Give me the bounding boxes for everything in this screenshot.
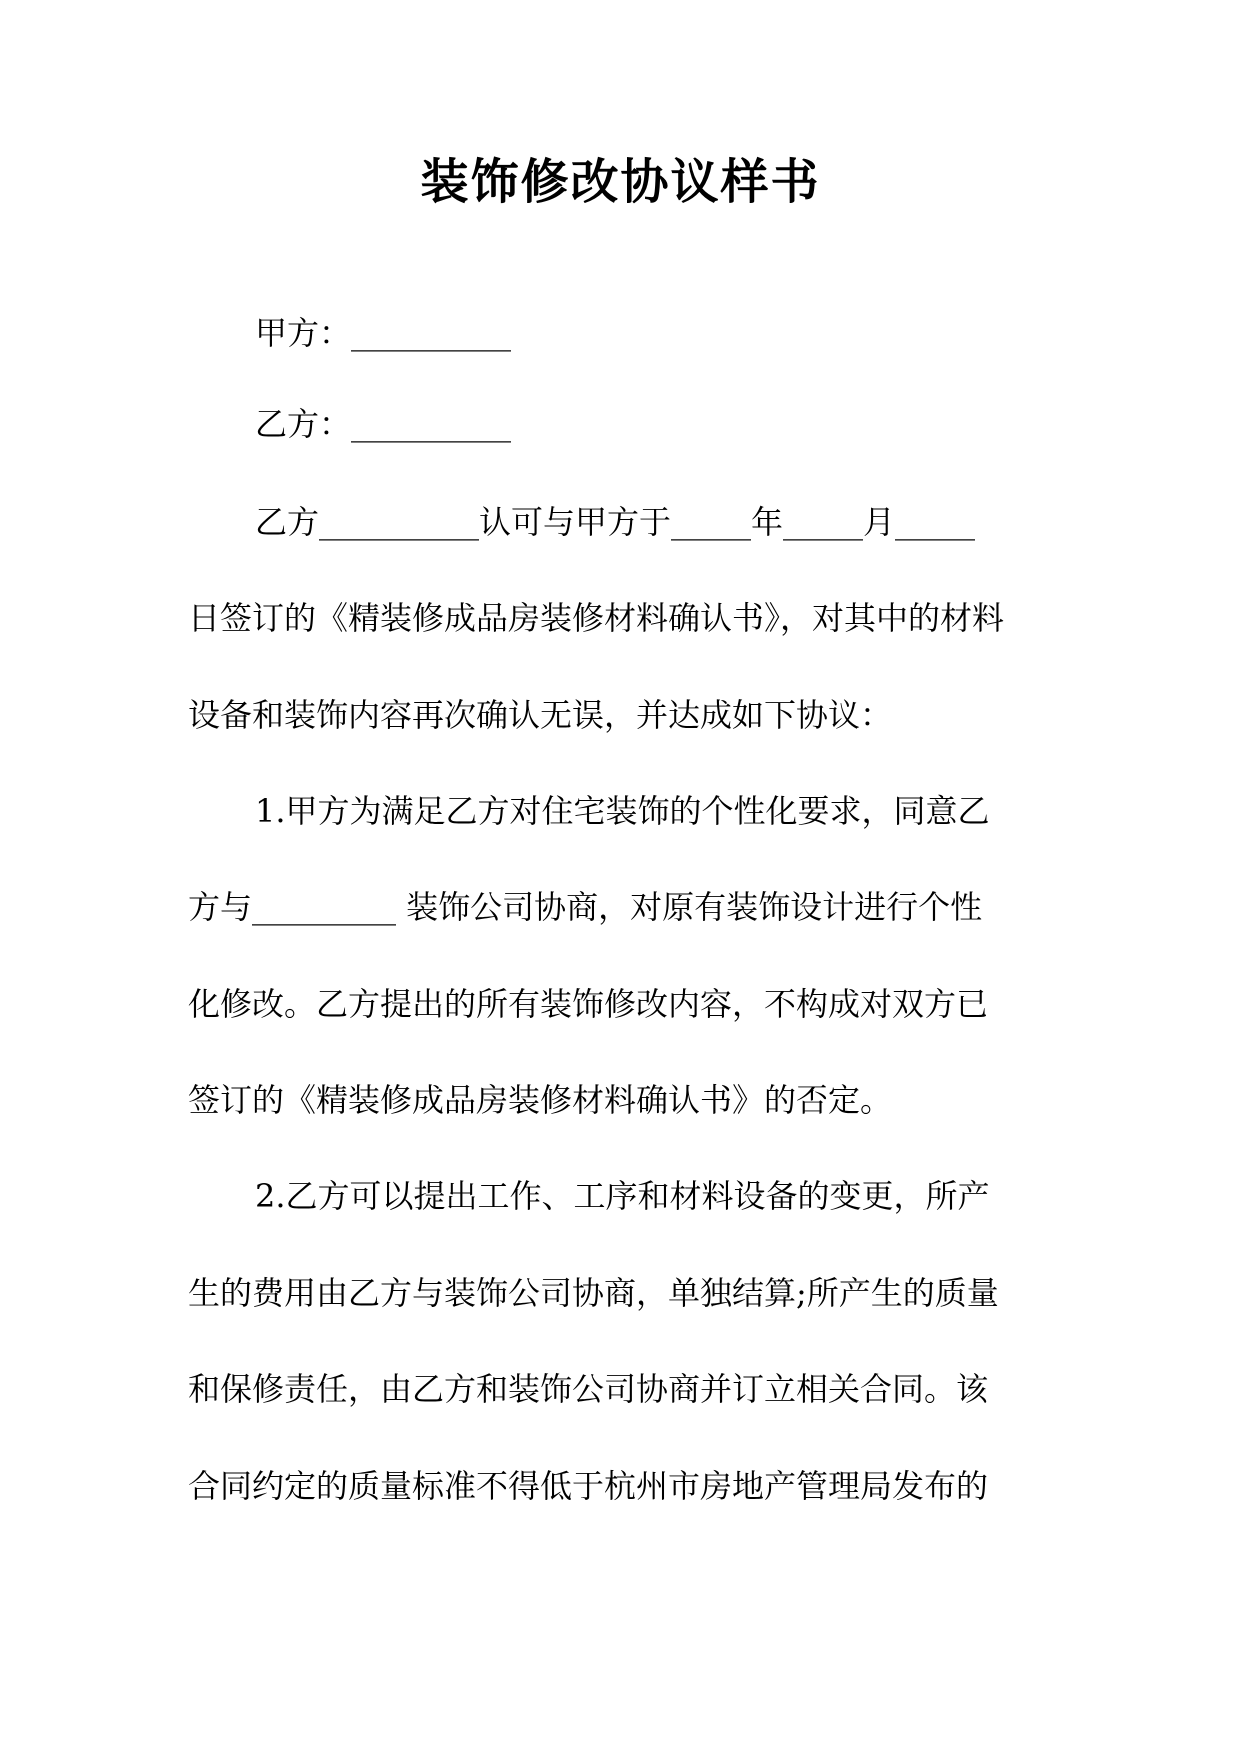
- clause-1-line: 签订的《精装修成品房装修材料确认书》的否定。: [188, 1081, 893, 1119]
- clause-2-line: 合同约定的质量标准不得低于杭州市房地产管理局发布的: [188, 1467, 989, 1505]
- clause-2-line: 生的费用由乙方与装饰公司协商，单独结算;所产生的质量: [188, 1274, 999, 1312]
- paragraph-line: 设备和装饰内容再次确认无误，并达成如下协议：: [188, 696, 893, 734]
- party-b-line: 乙方：__________: [255, 405, 512, 443]
- clause-1-line: 方与_________ 装饰公司协商，对原有装饰设计进行个性: [188, 888, 983, 926]
- clause-2-line: 和保修责任，由乙方和装饰公司协商并订立相关合同。该: [188, 1370, 989, 1408]
- paragraph-line: 日签订的《精装修成品房装修材料确认书》，对其中的材料: [188, 599, 1005, 637]
- clause-2-line: 2.乙方可以提出工作、工序和材料设备的变更，所产: [255, 1177, 990, 1215]
- clause-1-line: 化修改。乙方提出的所有装饰修改内容，不构成对双方已: [188, 985, 989, 1023]
- clause-1-line: 1.甲方为满足乙方对住宅装饰的个性化要求，同意乙: [255, 792, 990, 830]
- document-title: 装饰修改协议样书: [420, 154, 821, 210]
- party-a-line: 甲方：__________: [255, 314, 512, 352]
- paragraph-line: 乙方__________认可与甲方于_____年_____月_____: [255, 503, 976, 541]
